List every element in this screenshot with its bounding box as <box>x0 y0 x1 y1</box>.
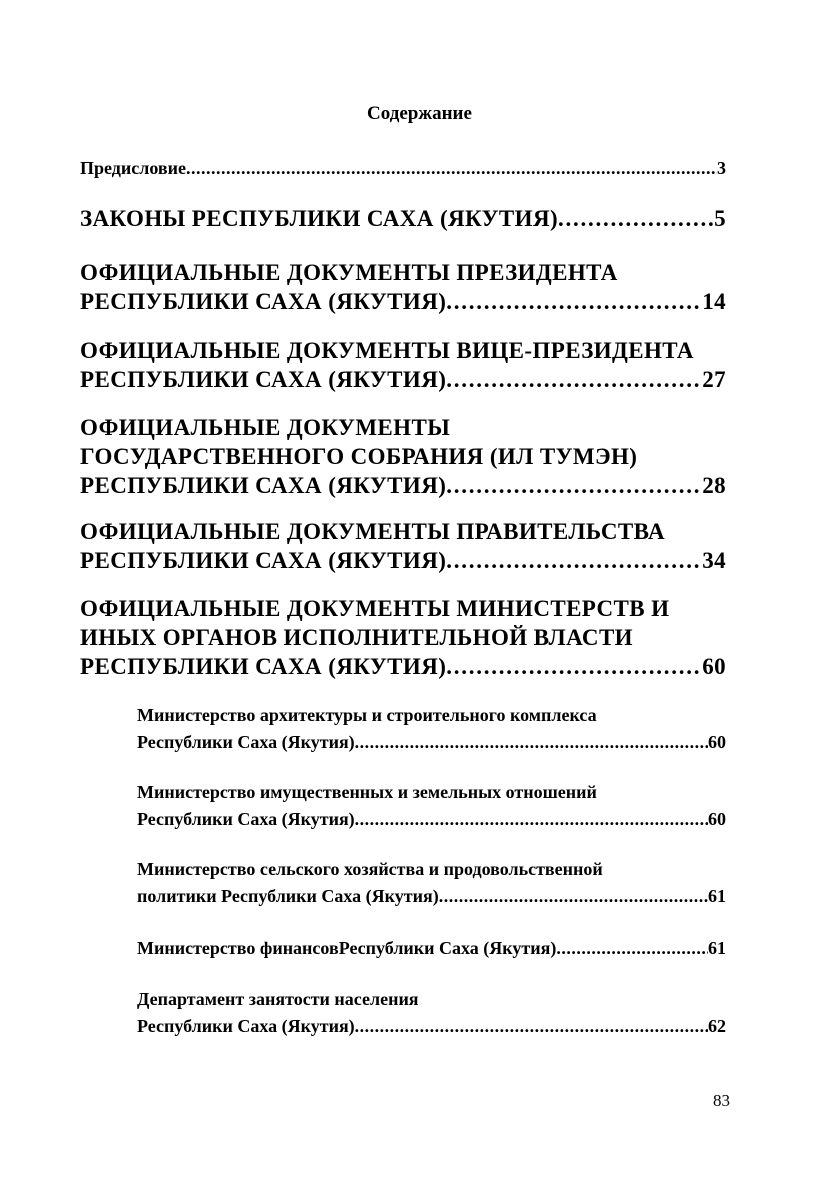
toc-entry-text: Республики Саха (Якутия) <box>137 809 355 829</box>
toc-page-number: 5 <box>714 206 726 231</box>
toc-page-number: 60 <box>708 732 726 752</box>
dot-leader <box>186 155 717 181</box>
toc-entry-text: политики Республики Саха (Якутия) <box>137 886 439 906</box>
toc-last-line <box>80 652 726 681</box>
toc-page-number: 14 <box>702 289 726 314</box>
toc-entry-text: Республики Саха (Якутия) <box>137 732 355 752</box>
toc-last-line <box>137 1013 726 1040</box>
toc-page-number: 60 <box>708 809 726 829</box>
dot-leader <box>446 652 702 681</box>
toc-subentry-architecture[interactable] <box>137 702 726 756</box>
toc-entry-text: ОФИЦИАЛЬНЫЕ ДОКУМЕНТЫ <box>80 415 451 440</box>
toc-entry-text: ОФИЦИАЛЬНЫЕ ДОКУМЕНТЫ МИНИСТЕРСТВ И <box>80 596 670 621</box>
toc-entry-ministries[interactable] <box>80 594 726 681</box>
toc-entry-text: Министерство архитектуры и строительного комплекса <box>137 705 597 725</box>
dot-leader <box>355 1013 708 1040</box>
toc-last-line <box>80 546 726 575</box>
toc-entry-text: Департамент занятости населения <box>137 989 419 1009</box>
toc-entry-text: ИНЫХ ОРГАНОВ ИСПОЛНИТЕЛЬНОЙ ВЛАСТИ <box>80 625 633 650</box>
toc-subentry-agriculture[interactable] <box>137 856 726 910</box>
toc-entry-preface[interactable] <box>80 155 726 181</box>
toc-entry-text: ОФИЦИАЛЬНЫЕ ДОКУМЕНТЫ ПРАВИТЕЛЬСТВА <box>80 519 665 544</box>
toc-last-line <box>80 365 726 394</box>
toc-last-line <box>80 471 726 500</box>
toc-last-line <box>137 729 726 756</box>
dot-leader <box>446 287 702 316</box>
toc-last-line <box>80 204 726 233</box>
toc-entry-text: ОФИЦИАЛЬНЫЕ ДОКУМЕНТЫ ВИЦЕ-ПРЕЗИДЕНТА <box>80 338 694 363</box>
dot-leader <box>439 883 708 910</box>
toc-subentry-finance[interactable] <box>137 935 726 962</box>
dot-leader <box>355 806 708 833</box>
toc-page-number: 28 <box>702 473 726 498</box>
toc-entry-text: РЕСПУБЛИКИ САХА (ЯКУТИЯ) <box>80 654 447 679</box>
toc-entry-text: РЕСПУБЛИКИ САХА (ЯКУТИЯ) <box>80 289 447 314</box>
toc-page-number: 34 <box>702 548 726 573</box>
dot-leader <box>446 471 702 500</box>
toc-entry-text: ОФИЦИАЛЬНЫЕ ДОКУМЕНТЫ ПРЕЗИДЕНТА <box>80 260 618 285</box>
toc-last-line <box>80 287 726 316</box>
toc-last-line <box>80 155 726 181</box>
toc-last-line <box>137 935 726 962</box>
toc-entry-state-assembly[interactable] <box>80 413 726 500</box>
toc-page-number: 61 <box>708 938 726 958</box>
toc-entry-text: ЗАКОНЫ РЕСПУБЛИКИ САХА (ЯКУТИЯ) <box>80 206 559 231</box>
dot-leader <box>446 546 702 575</box>
toc-entry-text: ГОСУДАРСТВЕННОГО СОБРАНИЯ (ИЛ ТУМЭН) <box>80 444 638 469</box>
toc-entry-government[interactable] <box>80 517 726 575</box>
page-title: Содержание <box>367 103 472 124</box>
dot-leader <box>446 365 702 394</box>
toc-last-line <box>137 806 726 833</box>
toc-entry-text: Министерство сельского хозяйства и продовольственной <box>137 859 603 879</box>
toc-entry-text: Министерство имущественных и земельных отношений <box>137 782 597 802</box>
toc-entry-text: РЕСПУБЛИКИ САХА (ЯКУТИЯ) <box>80 367 447 392</box>
toc-entry-text: Предисловие <box>80 158 186 178</box>
toc-entry-laws[interactable] <box>80 204 726 233</box>
toc-entry-president[interactable] <box>80 258 726 316</box>
toc-entry-vice-president[interactable] <box>80 336 726 394</box>
dot-leader <box>355 729 708 756</box>
toc-page-number: 61 <box>708 886 726 906</box>
toc-page-number: 3 <box>717 158 726 178</box>
toc-last-line <box>137 883 726 910</box>
toc-subentry-employment[interactable] <box>137 986 726 1040</box>
toc-entry-text: Республики Саха (Якутия) <box>137 1016 355 1036</box>
toc-page-number: 62 <box>708 1016 726 1036</box>
page-number: 83 <box>713 1091 730 1110</box>
toc-entry-text: РЕСПУБЛИКИ САХА (ЯКУТИЯ) <box>80 473 447 498</box>
dot-leader <box>558 204 714 233</box>
toc-page-number: 60 <box>702 654 726 679</box>
toc-subentry-property[interactable] <box>137 779 726 833</box>
toc-entry-text: РЕСПУБЛИКИ САХА (ЯКУТИЯ) <box>80 548 447 573</box>
toc-page-number: 27 <box>702 367 726 392</box>
toc-entry-text: Министерство финансовРеспублики Саха (Якутия) <box>137 938 557 958</box>
dot-leader <box>556 935 708 962</box>
